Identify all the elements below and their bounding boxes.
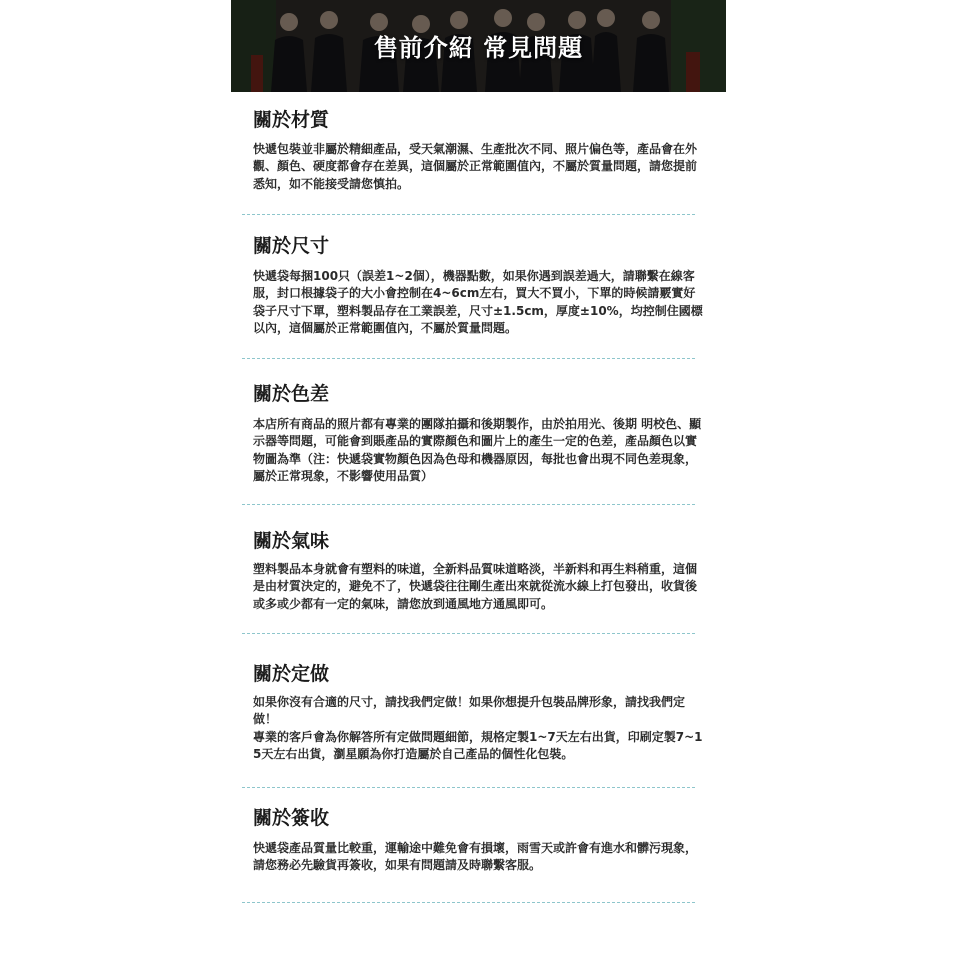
faq-section-delivery xyxy=(253,806,705,873)
section-body: 快遞袋產品質量比較重，運輸途中難免會有損壞，雨雪天或許會有進水和髒污現象，請您務必先驗貨再簽收，如果有問題請及時聯繫客服。 xyxy=(253,841,698,873)
header-banner xyxy=(231,0,726,92)
section-body: 如果你沒有合適的尺寸，請找我們定做！如果你想提升包裝品牌形象，請找我們定做！ 專業的客戶會為你解答所有定做問題細節，規格定製1~7天左右出貨，印刷定製7~15天左右出貨，瀏星願為你打造屬於自己產品的個性化包裝。 xyxy=(253,695,703,762)
faq-section-color xyxy=(253,382,705,484)
faq-section-odor xyxy=(253,529,705,611)
faq-section-size xyxy=(253,234,705,336)
section-divider xyxy=(242,902,695,903)
section-title: 關於定做 xyxy=(253,663,330,685)
faq-section-material xyxy=(253,108,705,191)
section-divider xyxy=(242,787,695,788)
section-divider xyxy=(242,214,695,215)
section-body: 本店所有商品的照片都有專業的團隊拍攝和後期製作，由於拍用光、後期 明校色、顯示器等問題，可能會到賬產品的實際顏色和圖片上的產生一定的色差，產品顏色以實物圖為準（注：快遞袋實物顏色因為色母和機器原因，每批也會出現不同色差現象，屬於正常現象，不影響使用品質） xyxy=(253,417,702,484)
section-title: 關於材質 xyxy=(253,109,330,131)
section-body: 快遞包裝並非屬於精細產品，受天氣潮濕、生產批次不同、照片偏色等，產品會在外觀、顏色、硬度都會存在差異，這個屬於正常範圍值內，不屬於質量問題，請您提前悉知，如不能接受請您慎拍。 xyxy=(253,142,698,191)
section-title: 關於氣味 xyxy=(253,530,330,552)
faq-section-custom xyxy=(253,662,705,762)
section-body: 快遞袋每捆100只（誤差1~2個），機器點數，如果你遇到誤差過大，請聯繫在線客服，封口根據袋子的大小會控制在4~6cm左右，買大不買小，下單的時候請覈實好袋子尺寸下單，塑料製品存在工業誤差，尺寸±1.5cm，厚度±10%，均控制住國標以內，這個屬於正常範圍值內，不屬於質量問題。 xyxy=(253,269,703,336)
section-title: 關於簽收 xyxy=(253,807,330,829)
section-title: 關於色差 xyxy=(253,383,330,405)
section-body: 塑料製品本身就會有塑料的味道，全新料品質味道略淡，半新料和再生料稍重，這個是由材質決定的，避免不了，快遞袋往往剛生產出來就從流水線上打包發出，收貨後或多或少都有一定的氣味，請您放到通風地方通風即可。 xyxy=(253,562,698,611)
section-divider xyxy=(242,358,695,359)
section-title: 關於尺寸 xyxy=(253,235,330,257)
section-divider xyxy=(242,633,695,634)
faq-page xyxy=(231,0,726,960)
section-divider xyxy=(242,504,695,505)
page-title: 售前介紹 常見問題 xyxy=(373,34,584,62)
